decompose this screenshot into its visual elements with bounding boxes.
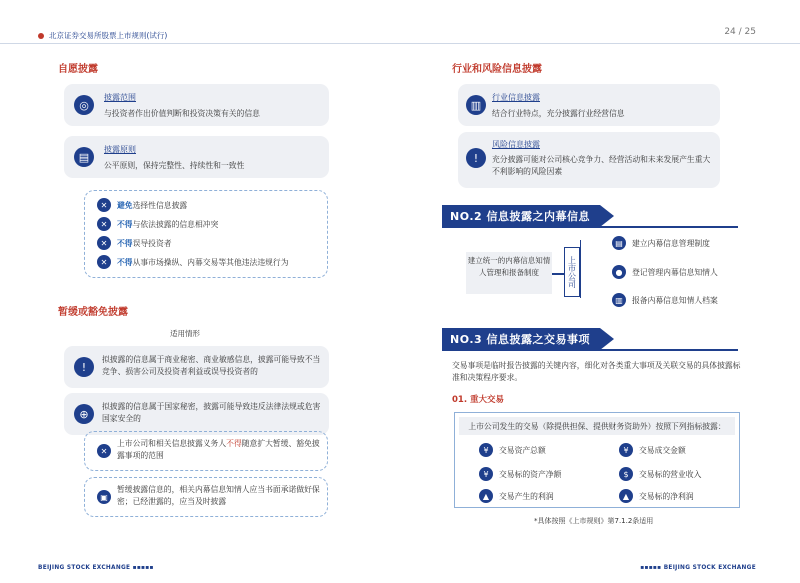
listed-company-box: 上市公司 <box>564 247 580 297</box>
metric-item <box>479 443 546 457</box>
principle-title: 披露原则 <box>104 145 136 154</box>
risk-box <box>458 132 720 188</box>
rule-keyword: 不得 <box>117 219 133 229</box>
case3-pre: 上市公司和相关信息披露义务人 <box>117 439 227 448</box>
document-icon: ▤ <box>612 236 626 250</box>
rule-keyword: 不得 <box>117 257 133 267</box>
rule-text: 选择性信息披露 <box>132 200 188 210</box>
section-title-industry-risk: 行业和风险信息披露 <box>452 64 542 75</box>
case-box-3 <box>84 431 328 471</box>
case-box-4 <box>84 477 328 517</box>
footer-left: BEIJING STOCK EXCHANGE ▪▪▪▪▪ <box>38 565 154 571</box>
banner-no2: NO.2 信息披露之内幕信息 <box>442 205 600 227</box>
metrics-box <box>454 412 740 508</box>
rule-item <box>97 255 289 269</box>
money-bag-icon: ¥ <box>619 443 633 457</box>
section-title-voluntary: 自愿披露 <box>58 64 98 75</box>
banner-no3: NO.3 信息披露之交易事项 <box>442 328 600 350</box>
target-icon: ◎ <box>74 95 94 115</box>
banner-underline <box>442 349 738 351</box>
industry-title: 行业信息披露 <box>492 93 540 102</box>
case-text-4: 暂缓披露信息的，相关内幕信息知情人应当书面承诺做好保密；已经泄露的，应当及时披露 <box>117 485 320 506</box>
risk-title: 风险信息披露 <box>492 140 540 149</box>
x-circle-icon: ✕ <box>97 444 111 458</box>
rule-item <box>97 236 172 250</box>
money-icon: ¥ <box>479 443 493 457</box>
profit-chart-icon: ▲ <box>479 489 493 503</box>
net-profit-icon: ▲ <box>619 489 633 503</box>
x-circle-icon: ✕ <box>97 236 111 250</box>
banner-underline <box>442 226 738 228</box>
metric-item <box>479 467 561 481</box>
insider-item <box>612 293 718 307</box>
risk-text: 充分披露可能对公司核心竞争力、经营活动和未来发展产生重大不利影响的风险因素 <box>492 155 711 176</box>
rule-keyword: 不得 <box>117 238 133 248</box>
scope-text: 与投资者作出价值判断和投资决策有关的信息 <box>104 109 260 118</box>
scope-title: 披露范围 <box>104 93 136 102</box>
header-title-group <box>38 30 167 41</box>
principle-text: 公平原则，保持完整性、持续性和一致性 <box>104 161 245 170</box>
principle-box <box>64 136 329 178</box>
trade-description: 交易事项是临时报告披露的关键内容，细化对各类重大事项及关联交易的具体披露标准和决策程序要求。 <box>452 361 741 382</box>
industry-box <box>458 84 720 126</box>
case-text-3 <box>117 438 322 462</box>
warning-icon: ! <box>74 357 94 377</box>
x-circle-icon: ✕ <box>97 198 111 212</box>
document-icon: ▤ <box>74 147 94 167</box>
metric-label: 交易产生的利润 <box>499 491 554 501</box>
section-title-deferral: 暂缓或豁免披露 <box>58 307 128 318</box>
case-text-1: 拟披露的信息属于商业秘密、商业敏感信息，披露可能导致不当竞争、损害公司及投资者利益或误导投资者的 <box>102 355 321 376</box>
rule-item <box>97 217 218 231</box>
globe-icon: ⊕ <box>74 404 94 424</box>
rules-box <box>84 190 328 278</box>
chart-icon: ▥ <box>466 95 486 115</box>
x-circle-icon: ✕ <box>97 255 111 269</box>
insider-item <box>612 236 710 250</box>
metric-label: 交易标的净利润 <box>639 491 694 501</box>
case-box-1 <box>64 346 329 388</box>
applicable-label: 适用情形 <box>170 329 200 338</box>
connector-line <box>552 273 564 275</box>
file-icon: ▥ <box>612 293 626 307</box>
major-trade-title: 01. 重大交易 <box>452 395 505 405</box>
case-box-2 <box>64 393 329 435</box>
rule-keyword: 避免 <box>117 200 133 210</box>
rule-text: 误导投资者 <box>132 238 172 248</box>
case-text-2: 拟披露的信息属于国家秘密，披露可能导致违反法律法规或危害国家安全的 <box>102 402 321 423</box>
insider-item-text: 建立内幕信息管理制度 <box>632 238 710 248</box>
insider-system-box: 建立统一的内幕信息知情人管理和报备制度 <box>466 252 552 294</box>
page-header <box>0 0 800 44</box>
bracket-line <box>580 240 596 298</box>
insider-item-text: 报备内幕信息知情人档案 <box>632 295 718 305</box>
metric-label: 交易标的营业收入 <box>639 469 702 479</box>
rule-text: 从事市场操纵、内幕交易等其他违法违规行为 <box>132 257 289 267</box>
coins-icon: ¥ <box>479 467 493 481</box>
metric-item <box>619 467 701 481</box>
metrics-header: 上市公司发生的交易（除提供担保、提供财务资助外）按照下列指标披露： <box>459 417 735 435</box>
x-circle-icon: ✕ <box>97 217 111 231</box>
metric-label: 交易资产总额 <box>499 445 546 455</box>
scope-box <box>64 84 329 126</box>
footer-right: ▪▪▪▪▪ BEIJING STOCK EXCHANGE <box>640 565 756 571</box>
rule-item <box>97 198 187 212</box>
metric-label: 交易标的资产净额 <box>499 469 562 479</box>
industry-text: 结合行业特点，充分披露行业经营信息 <box>492 109 625 118</box>
rule-text: 与依法披露的信息相冲突 <box>132 219 219 229</box>
insider-item-text: 登记管理内幕信息知情人 <box>632 267 718 277</box>
page-number: 24 / 25 <box>724 27 756 37</box>
case3-keyword: 不得 <box>226 439 242 448</box>
insider-item <box>612 265 718 279</box>
metric-item <box>479 489 554 503</box>
metric-label: 交易成交金额 <box>639 445 686 455</box>
user-icon: ● <box>612 265 626 279</box>
red-dot-icon <box>38 33 44 39</box>
case3-post: 随意扩大暂缓、豁免披露事项的范围 <box>117 439 320 460</box>
footnote: *具体按照《上市规则》第7.1.2条适用 <box>534 517 654 525</box>
metric-item <box>619 443 686 457</box>
lock-icon: ▣ <box>97 490 111 504</box>
revenue-icon: $ <box>619 467 633 481</box>
metric-item <box>619 489 694 503</box>
alert-icon: ! <box>466 148 486 168</box>
header-title: 北京证券交易所股票上市规则(试行) <box>49 31 168 40</box>
